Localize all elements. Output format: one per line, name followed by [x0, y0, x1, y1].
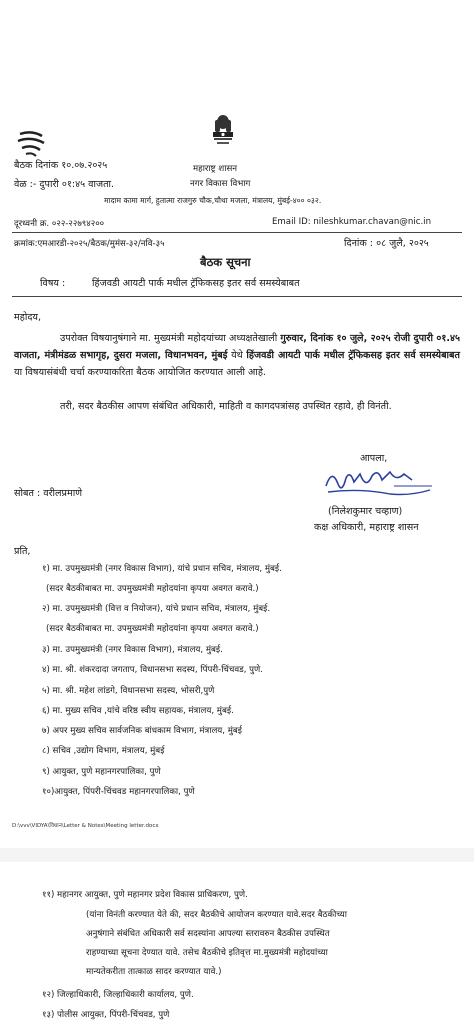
recipient-item: ६) मा. मुख्य सचिव ,यांचे वरिष्ठ स्वीय सहायक, मंत्रालय, मुंबई. — [42, 706, 234, 716]
recipient-item: १३) पोलीस आयुक्त, पिंपरी-चिंचवड, पुणे — [42, 1010, 170, 1020]
recipient-item: १२) जिल्हाधिकारी, जिल्हाधिकारी कार्यालय, पुणे. — [42, 990, 194, 1000]
letter-page-2 — [0, 862, 474, 1024]
subject-divider — [12, 296, 462, 297]
department-name: नगर विकास विभाग — [190, 179, 251, 189]
closing-yours: आपला, — [360, 453, 388, 464]
recipient-note-line: (यांना विनंती करण्यात येते की, सदर बैठकीचे आयोजन करण्यात यावे.सदर बैठकीच्या — [86, 910, 347, 920]
letter-date: दिनांक : ०८ जुलै, २०२५ — [344, 238, 429, 249]
email-id: Email ID: nileshkumar.chavan@nic.in — [272, 217, 432, 227]
recipient-note-line: अनुषंगाने संबंधित अधिकारी सर्व सदस्यांना आपल्या स्तरावरुन बैठकीस उपस्थित — [86, 929, 330, 939]
salutation: महोदय, — [14, 312, 42, 323]
government-name: महाराष्ट्र शासन — [193, 164, 238, 174]
state-emblem-icon — [208, 112, 238, 150]
copy-to-label: प्रति, — [14, 546, 31, 557]
office-address: मादाम कामा मार्ग, हुतात्मा राजगुरु चौक,चौथा मजला, मंत्रालय, मुंबई-४०० ०३२. — [104, 196, 322, 205]
footer-file-path: D:\vvv\VIDYA\विधान\Letter & Notes\Meeting letter.docx — [12, 823, 159, 829]
signatory-designation: कक्ष अधिकारी, महाराष्ट्र शासन — [314, 522, 419, 533]
body-paragraph-2: तरी, सदर बैठकीस आपण संबंधित अधिकारी, माहिती व कागदपत्रांसह उपस्थित रहावे, ही विनंती. — [60, 401, 392, 412]
subject-text: हिंजवडी आयटी पार्क मधील ट्रॅफिकसह इतर सर्व समस्येबाबत — [92, 278, 300, 289]
recipient-item: २) मा. उपमुख्यमंत्री (वित्त व नियोजन), यांचे प्रधान सचिव, मंत्रालय, मुंबई. — [42, 604, 271, 614]
office-logo-icon — [14, 130, 48, 158]
header-divider — [12, 232, 462, 233]
recipient-item: १) मा. उपमुख्यमंत्री (नगर विकास विभाग), यांचे प्रधान सचिव, मंत्रालय, मुंबई. — [42, 564, 282, 574]
recipient-item: ९) आयुक्त, पुणे महानगरपालिका, पुणे — [42, 767, 161, 777]
recipient-item: ३) मा. उपमुख्यमंत्री (नगर विकास विभाग), मंत्रालय, मुंबई. — [42, 645, 223, 655]
phone-number: दूरध्वनी क्र. ०२२-२२७९४२०० — [14, 219, 105, 229]
recipient-item: ८) सचिव ,उद्योग विभाग, मंत्रालय, मुंबई — [42, 746, 165, 756]
recipient-note-line: राहण्याच्या सूचना देण्यात यावे. तसेच बैठकीचे इतिवृत्त मा.मुख्यमंत्री महोदयांच्या — [86, 948, 328, 958]
signature-image — [320, 464, 440, 500]
recipient-item: ५) मा. श्री. महेश लांडगे, विधानसभा सदस्य, भोसरी,पुणे — [42, 686, 215, 696]
recipient-note: (सदर बैठकीबाबत मा. उपमुख्यमंत्री महोदयांना कृपया अवगत करावे.) — [46, 584, 259, 594]
recipient-item: १०)आयुक्त, पिंपरी-चिंचवड महानगरपालिका, पुणे — [42, 787, 195, 797]
subject-label: विषय : — [40, 278, 66, 289]
recipient-note-line: मान्यतेकरीता तात्काळ सादर करण्यात यावे.) — [86, 967, 222, 977]
recipient-item: ११) महानगर आयुक्त, पुणे महानगर प्रदेश विकास प्राधिकरण, पुणे. — [42, 890, 248, 900]
recipient-item: ४) मा. श्री. शंकरदादा जगताप, विधानसभा सदस्य, पिंपरी-चिंचवड, पुणे. — [42, 665, 263, 675]
letter-title: बैठक सूचना — [200, 255, 251, 269]
reference-number: क्रमांक:एमआरडी-२०२५/बैठक/मुमंस-३२/नवि-३५ — [14, 239, 165, 249]
signatory-name: (निलेशकुमार चव्हाण) — [328, 506, 403, 517]
meeting-date: बैठक दिनांक १०.०७.२०२५ — [14, 160, 108, 171]
recipient-note: (सदर बैठकीबाबत मा. उपमुख्यमंत्री महोदयांना कृपया अवगत करावे.) — [46, 624, 259, 634]
enclosure-note: सोबत : वरीलप्रमाणे — [14, 488, 83, 499]
body-paragraph-1: उपरोक्त विषयानुषंगाने मा. मुख्यमंत्री महोदयांच्या अध्यक्षतेखाली गुरुवार, दिनांक १० जुले, २०२५ रोजी दुपारी ०१.४५ वाजता, मंत्रीमंडळ सभागृह, दुसरा मजला, विधानभवन, मुंबई येथे हिंजवडी आयटी पार्क मधील ट्रॅफिकसह इतर सर्व समस्येबाबत या विषयासंबंधी चर्चा करण्याकरिता बैठक आयोजित करण्यात आली आहे. — [14, 333, 460, 378]
meeting-time: वेळ :- दुपारी ०१:४५ वाजता. — [14, 179, 115, 190]
recipient-item: ७) अपर मुख्य सचिव सार्वजनिक बांधकाम विभाग, मंत्रालय, मुंबई — [42, 726, 242, 736]
